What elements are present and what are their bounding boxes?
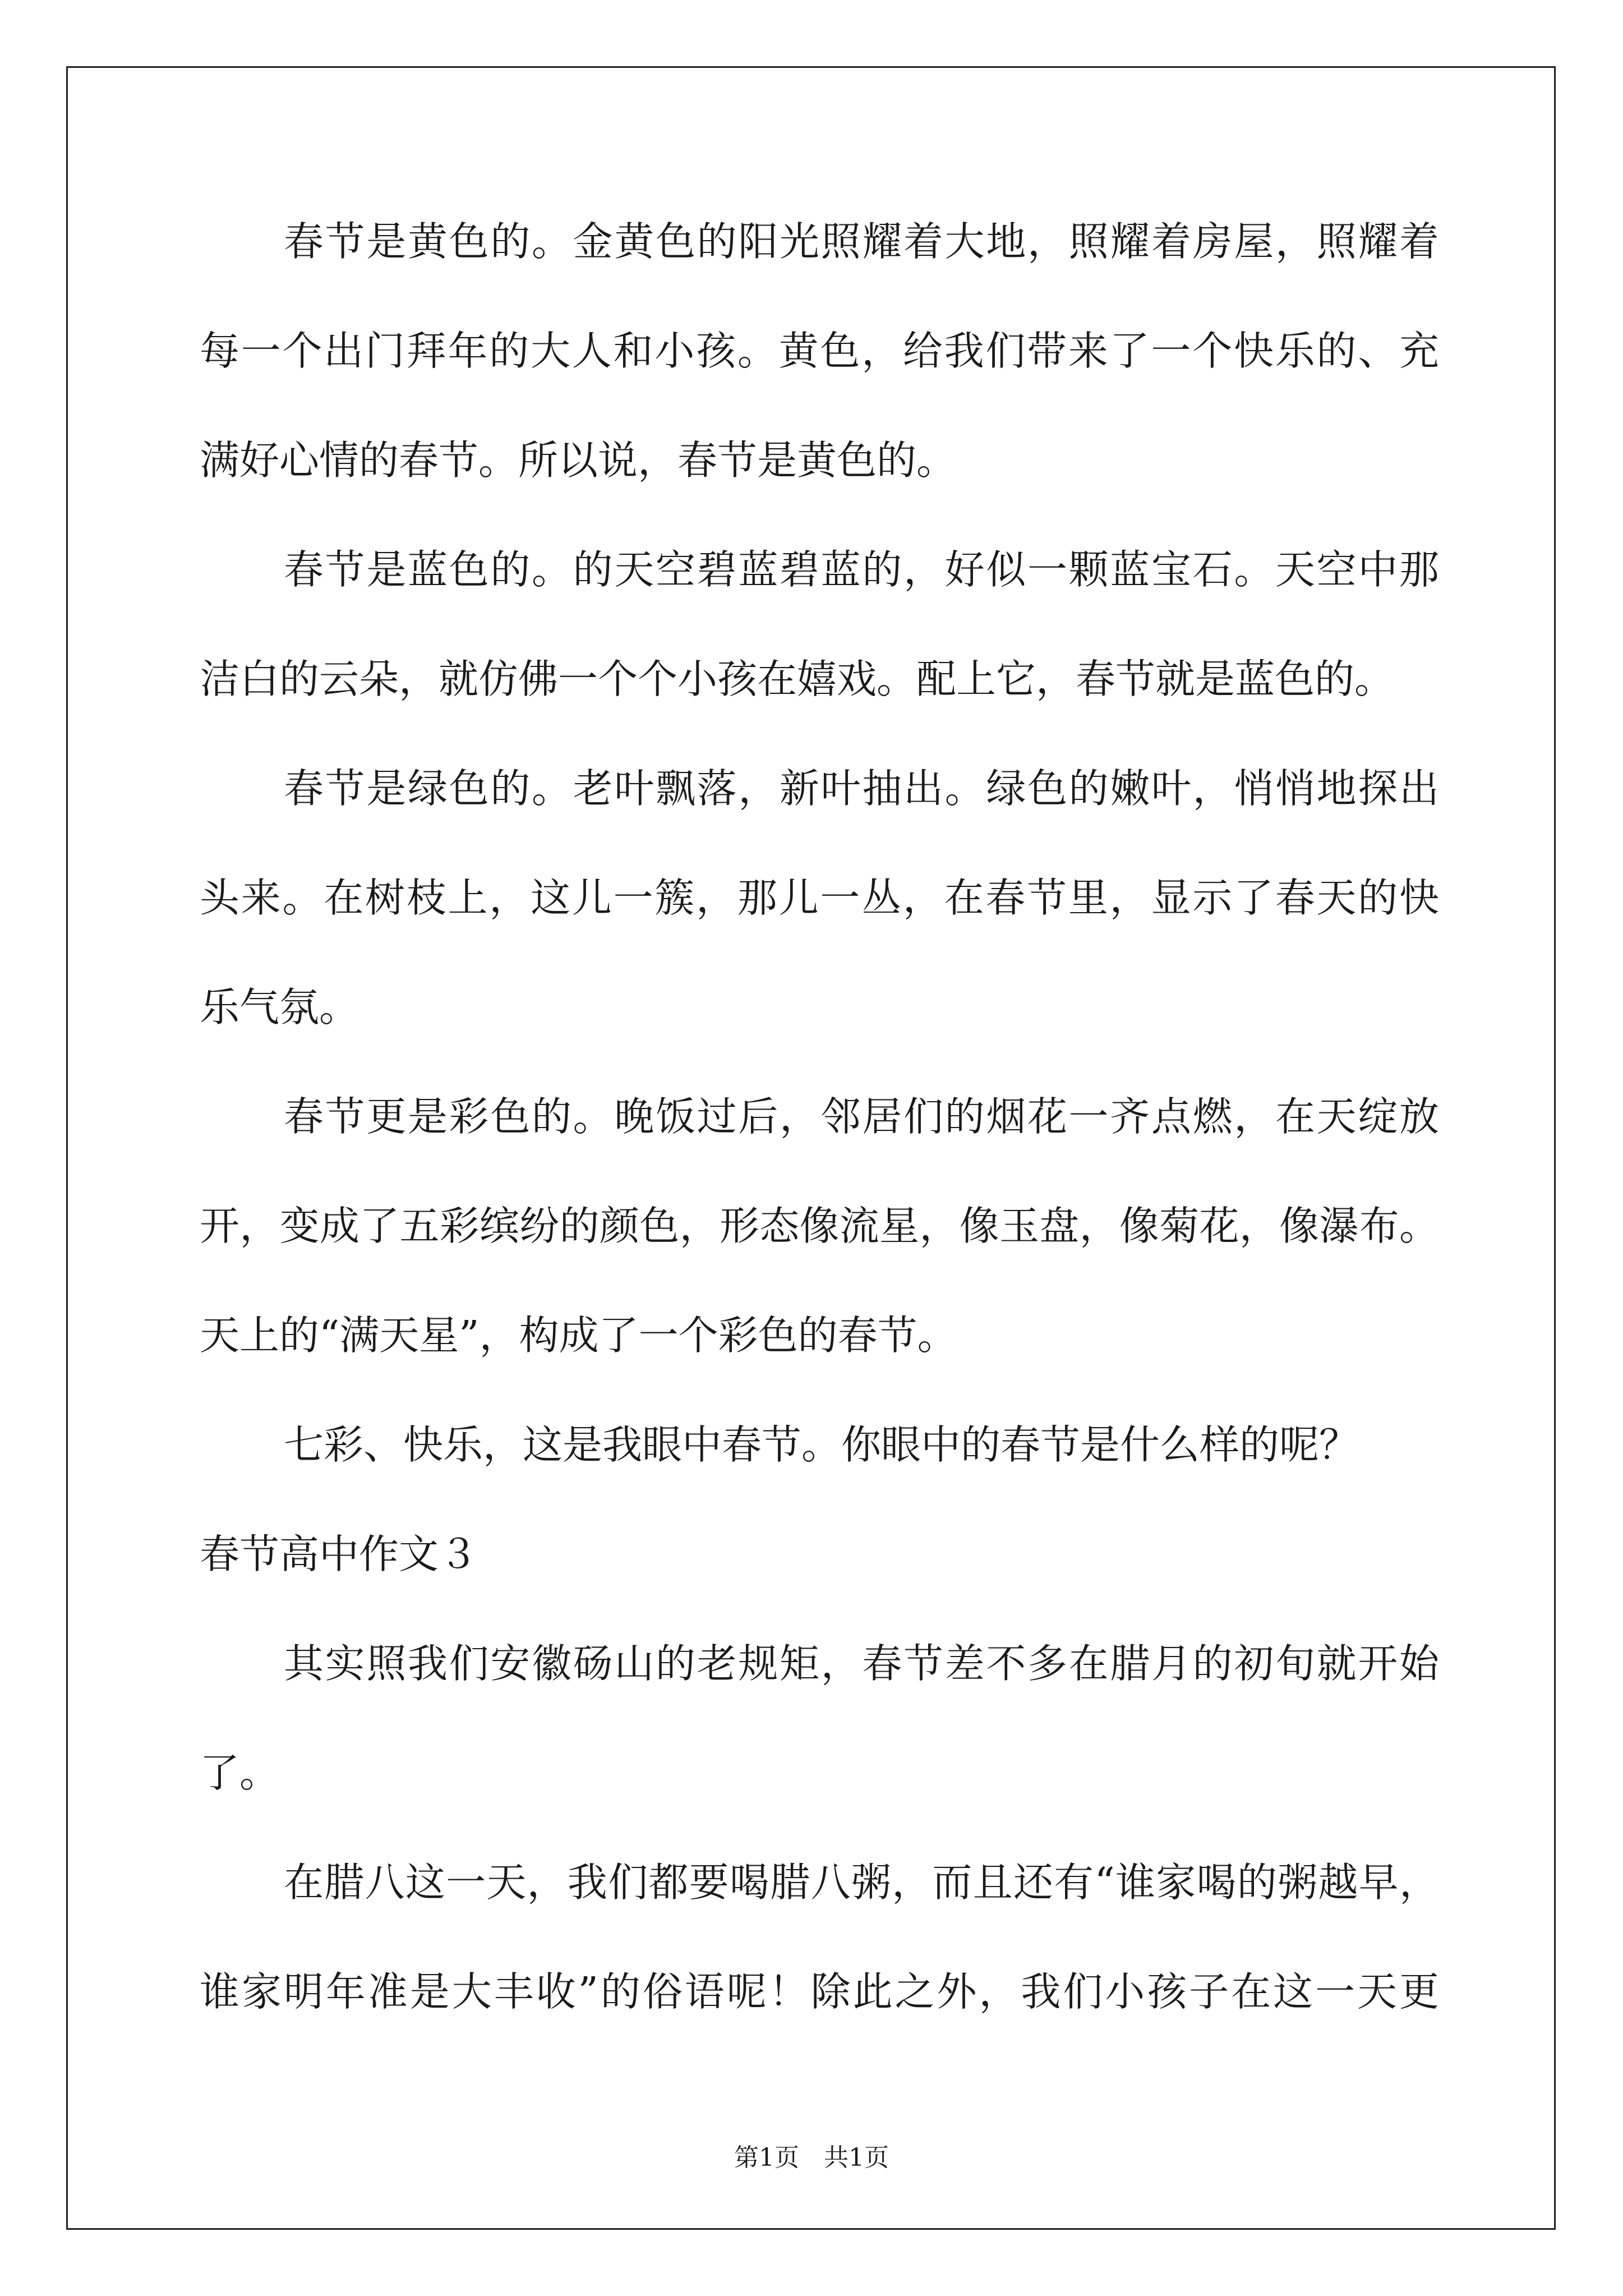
paragraph-colorful-line-2: 开，变成了五彩缤纷的颜色，形态像流星，像玉盘，像菊花，像瀑布。 xyxy=(200,1203,1439,1249)
paragraph-closing-line-1: 七彩、快乐，这是我眼中春节。你眼中的春节是什么样的呢？ xyxy=(284,1421,1359,1468)
paragraph-green-line-2: 头来。在树枝上，这儿一簇，那儿一丛，在春节里，显示了春天的快 xyxy=(200,875,1439,921)
paragraph-laba-line-2: 谁家明年准是大丰收”的俗语呢！除此之外，我们小孩子在这一天更 xyxy=(200,1968,1439,2015)
paragraph-laba-line-1: 在腊八这一天，我们都要喝腊八粥，而且还有“谁家喝的粥越早， xyxy=(284,1859,1439,1906)
paragraph-yellow-line-1: 春节是黄色的。金黄色的阳光照耀着大地，照耀着房屋，照耀着 xyxy=(284,218,1439,265)
paragraph-blue-line-2: 洁白的云朵，就仿佛一个个小孩在嬉戏。配上它，春节就是蓝色的。 xyxy=(200,656,1395,702)
paragraph-colorful-line-1: 春节更是彩色的。晚饭过后，邻居们的烟花一齐点燃，在天绽放 xyxy=(284,1093,1439,1140)
page-footer: 第1页 共1页 xyxy=(734,2143,889,2172)
paragraph-colorful-line-3: 天上的“满天星”，构成了一个彩色的春节。 xyxy=(200,1312,957,1359)
paragraph-blue-line-1: 春节是蓝色的。的天空碧蓝碧蓝的，好似一颗蓝宝石。天空中那 xyxy=(284,546,1439,593)
paragraph-green-line-1: 春节是绿色的。老叶飘落，新叶抽出。绿色的嫩叶，悄悄地探出 xyxy=(284,765,1439,812)
paragraph-green-line-3: 乐气氛。 xyxy=(200,984,359,1030)
paragraph-custom-line-2: 了。 xyxy=(200,1750,280,1796)
section-heading: 春节高中作文３ xyxy=(200,1531,479,1577)
paragraph-yellow-line-2: 每一个出门拜年的大人和小孩。黄色，给我们带来了一个快乐的、充 xyxy=(200,328,1439,374)
paragraph-yellow-line-3: 满好心情的春节。所以说，春节是黄色的。 xyxy=(200,437,957,484)
paragraph-custom-line-1: 其实照我们安徽砀山的老规矩，春节差不多在腊月的初旬就开始 xyxy=(284,1640,1439,1687)
